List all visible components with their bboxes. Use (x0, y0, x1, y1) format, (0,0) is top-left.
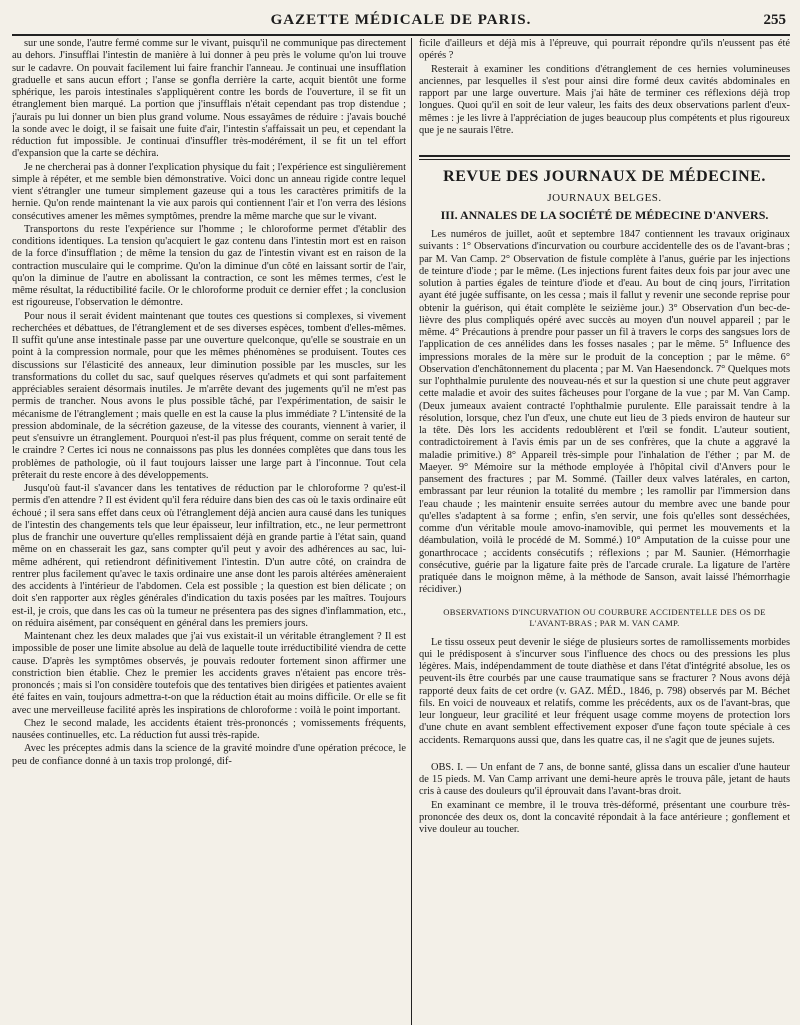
section-rule-thin (419, 159, 790, 160)
columns (12, 38, 790, 1025)
paragraph: Maintenant chez les deux malades que j'ai vus existait-il un véritable étranglement ? Il est impossible de poser une limite absolue au delà de laquelle toute irréductibilité viendra de cette cause. D'après les symptômes observés, je pouvais redouter fortement sinon affirmer une constriction bien établie. Chez le premier les accidents graves n'étaient pas encore très-prononcés ; mais si l'on considère toutefois que des tentatives bien dirigées et patientes avaient été faites en vain, toujours admettra-t-on que la réduction était au moins difficile. Or elle se fit avec une merveilleuse facilité après les inspirations de chloroforme : voilà le point important. (12, 631, 406, 716)
paragraph: ficile d'ailleurs et déjà mis à l'épreuve, qui pourrait répondre qu'ils n'eussent pas été opérés ? (419, 38, 790, 62)
paragraph: Je ne chercherai pas à donner l'explication physique du fait ; l'expérience est singulièrement simple à répéter, et me semble bien démonstrative. Voici donc un anneau rigide contre lequel vient s'étrangler une tumeur simplement gazeuse qui a tous les caractères primitifs de la hernie. Qu'on rende maintenant la vie aux parois qui contiennent l'air et l'on verra des lésions consécutives amener les mêmes symptômes, prendre la même marche que sur le vivant. (12, 161, 406, 222)
paragraph: Avec les préceptes admis dans la science de la gravité moindre d'une opération précoce, le peu de confiance donné à un taxis trop prolongé, dif- (12, 743, 406, 767)
paragraph: Pour nous il serait évident maintenant que toutes ces questions si complexes, si vivement recherchées et débattues, de l'étranglement et de ses diverses espèces, tombent d'elles-mêmes. Il suffit qu'une anse intestinale passe par une ouverture quelconque, qu'elle se soustraie en un point à la compression normale, pour que les mêmes phénomènes se produisent. Toutes ces discussions sur l'élasticité des anneaux, leur diminution possible par les muscles, sur les transformations du collet du sac, sauf quelques réserves qu'admets et qui sont parfaitement appréciables seraient désormais inutiles. Je m'arrête devant des jugements qu'il ne m'est pas permis de trancher. Nous avons le plus possible tâché, par l'expérimentation, de saisir le mécanisme de l'étranglement ; mais quelle en est la cause la plus immédiate ? L'intensité de la pression abdominale, de la sécrétion gazeuse, de la vitesse des courants, viennent à varier, il peut s'ensuivre un étranglement. Pourquoi n'est-il pas plus fréquent, comme on serait tenté de le craindre ? Certes ici nous ne connaissons pas plus les données complètes que dans tous les problèmes de pathologie, où il faut toujours laisser une large part à l'inconnue. Tout cela prêterait du reste encore à des développements. (12, 310, 406, 481)
paragraph: sur une sonde, l'autre fermé comme sur le vivant, puisqu'il ne communique pas directement au dehors. J'insufflai l'intestin de manière à lui donner à peu près le volume qu'on lui trouve sur le cadavre. On pouvait facilement lui faire franchir l'anneau. Je continuai une insufflation graduelle et sans aucun effort ; l'anse se gonfla derrière la carte, acquit bientôt une forme sphérique, les parois intestinales s'appliquèrent contre les bords de l'ouverture, il se fit un étranglement bien marqué. La portion que j'insufflais n'était cependant pas trop distendue ; j'aurais pu lui donner un bien plus grand volume. Nous essayâmes de réduire : j'avais bouché la sonde avec le doigt, il se faisait une fuite d'air, l'intestin s'affaissait un peu, et cependant la réduction fut impossible. Je continuai d'insuffler très-modérément, il se fit un tel effort d'expansion que la carte se déchira. (12, 38, 406, 160)
caption-line: L'AVANT-BRAS ; PAR M. VAN CAMP. (529, 617, 680, 628)
right-column (419, 38, 790, 1025)
section-rule (419, 155, 790, 157)
page-header (12, 8, 790, 36)
page-number: 255 (763, 12, 786, 28)
paragraph: Chez le second malade, les accidents étaient très-prononcés ; vomissements fréquents, nausées continuelles, etc. La réduction fut aussi très-rapide. (12, 717, 406, 741)
review-section-title: III. ANNALES DE LA SOCIÉTÉ DE MÉDECINE D'ANVERS. (440, 208, 769, 222)
column-divider (411, 38, 412, 1025)
paragraph: Resterait à examiner les conditions d'étranglement de ces hernies volumineuses anciennes, par lesquelles il s'est pour ainsi dire formé deux cavités abdominales en rapport par une large ouverture. Mais j'ai hâte de terminer ces réflexions déjà trop longues. Quoi qu'il en soit de leur valeur, les faits des deux observations parlent d'eux-mêmes : je les livre à l'appréciation de juges beaucoup plus compétents et plus rigoureux que je ne saurais l'être. (419, 63, 790, 136)
paragraph: OBS. I. — Un enfant de 7 ans, de bonne santé, glissa dans un escalier d'une hauteur de 15 pieds. M. Van Camp arrivant une demi-heure après le trouva pâle, jetant de hauts cris à cause des douleurs qu'il éprouvait dans l'avant-bras droit. (419, 761, 790, 798)
review-subheading: JOURNAUX BELGES. (547, 192, 662, 204)
paragraph: Les numéros de juillet, août et septembre 1847 contiennent les travaux originaux suivants : 1° Observations d'incurvation ou courbure accidentelle des os de l'avant-bras ; par M. Van Camp. 2° Observation de fistule complète à l'anus, guérie par les injections de teinture d'iode ; par le même. (Les injections furent faites deux fois par jour avec une solution à parties égales de teinture d'iode et d'eau. Au bout de cinq jours, l'irritation ayant été jugée suffisante, on les cessa ; mais il fallut y revenir une seconde reprise pour obtenir la guérison, qui était complète le seizième jour.) 3° Observation d'un bec-de-lièvre des plus compliqués opéré avec succès au moyen d'un nouvel appareil ; par le même. 4° Précautions à prendre pour passer un fil à travers le corps des sangsues lors de l'application de ces annélides dans les fosses nasales ; par le même. 5° Influence des impressions morales de la mère sur le produit de la conception ; par le même. 6° Observation d'enchâtonnement du placenta ; par M. Van Haesendonck. 7° Quelques mots sur l'ophthalmie purulente des nouveau-nés et sur la question si une chute peut aggraver cette maladie et avoir des suites fâcheuses pour l'organe de la vue ; par M. Van Camp. (Deux jumeaux avaient contracté l'ophthalmie purulente. Elle paraissait tendre à la résolution, lorsque, chez l'un d'eux, une chute eut lieu de 3 pieds environ de hauteur sur la tête. Dès lors les accidents redoublèrent et l'œil se fondit. L'auteur soutient, contradictoirement à l'avis émis par un de ses confrères, que la chute a aggravé la maladie primitive.) 8° Appareil très-simple pour l'inhalation de l'éther ; par M. de Maeyer. 9° Mémoire sur la méthode employée à l'hôpital civil d'Anvers pour le pansement des fractures ; par M. Sommé. (Tailler deux valves latérales, en carton, embrassant par leur réunion la totalité du membre ; les ramollir par l'immersion dans l'eau chaude ; les maintenir ensuite serrées autour du membre avec une bande pour qu'elles s'adaptent à sa forme ; enfin, s'en servir, une fois qu'elles sont desséchées, comme d'un véritable moule amovo-inamovible, qui permet les mouvements et la déambulation, voilà le procédé de M. Sommé.) 10° Amputation de la cuisse pour une gonarthrocace ; accidents consécutifs ; réflexions ; par M. Saunier. (Hémorrhagie consécutive, guérie par la ligature faite près de l'arcade crurale. La ligature de l'artère pratiquée dans le moignon même, à la méthode de Sanson, avait laissé l'hémorrhagie récidiver.) (419, 229, 790, 596)
left-column (12, 38, 406, 1025)
paragraph: Transportons du reste l'expérience sur l'homme ; le chloroforme permet d'établir des conditions identiques. La tension qu'acquiert le gaz contenu dans l'intestin mort est en raison de la force d'insufflation ; de même la tension du gaz de l'intestin vivant est en raison de la contraction musculaire qui le comprime. Qu'on la diminue d'un côté en laissant sortir de l'air, qu'on la diminue de l'autre en abolissant la contraction, ce sont les mêmes termes, c'est le même résultat, la réductibilité facile. Or le chloroforme produit ce dernier effet ; la conclusion est rigoureuse, l'observation le démontre. (12, 223, 406, 309)
journal-title: GAZETTE MÉDICALE DE PARIS. (270, 12, 532, 28)
observation-caption (419, 607, 790, 629)
paragraph: Jusqu'où faut-il s'avancer dans les tentatives de réduction par le chloroforme ? qu'est-il permis d'en attendre ? Il est évident qu'il fera réduire dans bien des cas où le taxis ordinaire eût échoué ; il sera sans effet dans ceux où l'étranglement déjà ancien aura causé dans les tuniques de l'intestin des changements tels que leur épaisseur, leur infiltration, etc., ne leur permettront plus de franchir une ouverture qu'elles remplissaient déjà en grande partie à l'état sain, quand même on en chasserait les gaz, sans compter qu'il peut y avoir des adhérences au sac, lui-même adhérent, qui retiendront définitivement l'intestin. D'un autre côté, on craindra de rentrer plus facilement qu'avec le taxis ordinaire une anse dont les parois altérées amèneraient des accidents à l'intérieur de l'abdomen. Cela est possible ; la question est bien délicate ; on doit s'en rapporter aux règles générales d'indication du taxis posées par les maîtres. Toujours est-il, je crois, que dans les cas où la tumeur ne présentera pas des signes d'inflammation, etc., on réduira aisément, par conséquent en général dans les premiers jours. (12, 483, 406, 629)
paragraph: En examinant ce membre, il le trouva très-déformé, présentant une courbure très-prononcée des deux os, dont la concavité répondait à la face antérieure ; gonflement et vive douleur au toucher. (419, 799, 790, 835)
review-heading: REVUE DES JOURNAUX DE MÉDECINE. (443, 168, 766, 185)
paragraph: Le tissu osseux peut devenir le siége de plusieurs sortes de ramollissements morbides qui le prédisposent à s'incurver sous l'influence des chocs ou des pressions les plus légères. Mais, indépendamment de toute diathèse et dans l'état d'intégrité absolue, les os peuvent-ils être courbés par une cause traumatique sans se fracturer ? Nous avons déjà rapporté deux faits de cet ordre (v. GAZ. MÉD., 1846, p. 798) observés par M. Béchet fils. En voici de nouveaux et relatifs, comme les précédents, aux os de l'avant-bras, que leur longueur, leur gracilité et leur fréquent usage comme moyens de protection lors d'une chute en avant semblent effectivement exposer d'une façon toute spéciale à ces accidents. Remarquons aussi que, dans les quatre cas, il ne s'agit que de jeunes sujets. (419, 636, 790, 746)
caption-line: OBSERVATIONS D'INCURVATION OU COURBURE ACCIDENTELLE DES OS DE (443, 606, 766, 617)
spacer (419, 748, 790, 762)
